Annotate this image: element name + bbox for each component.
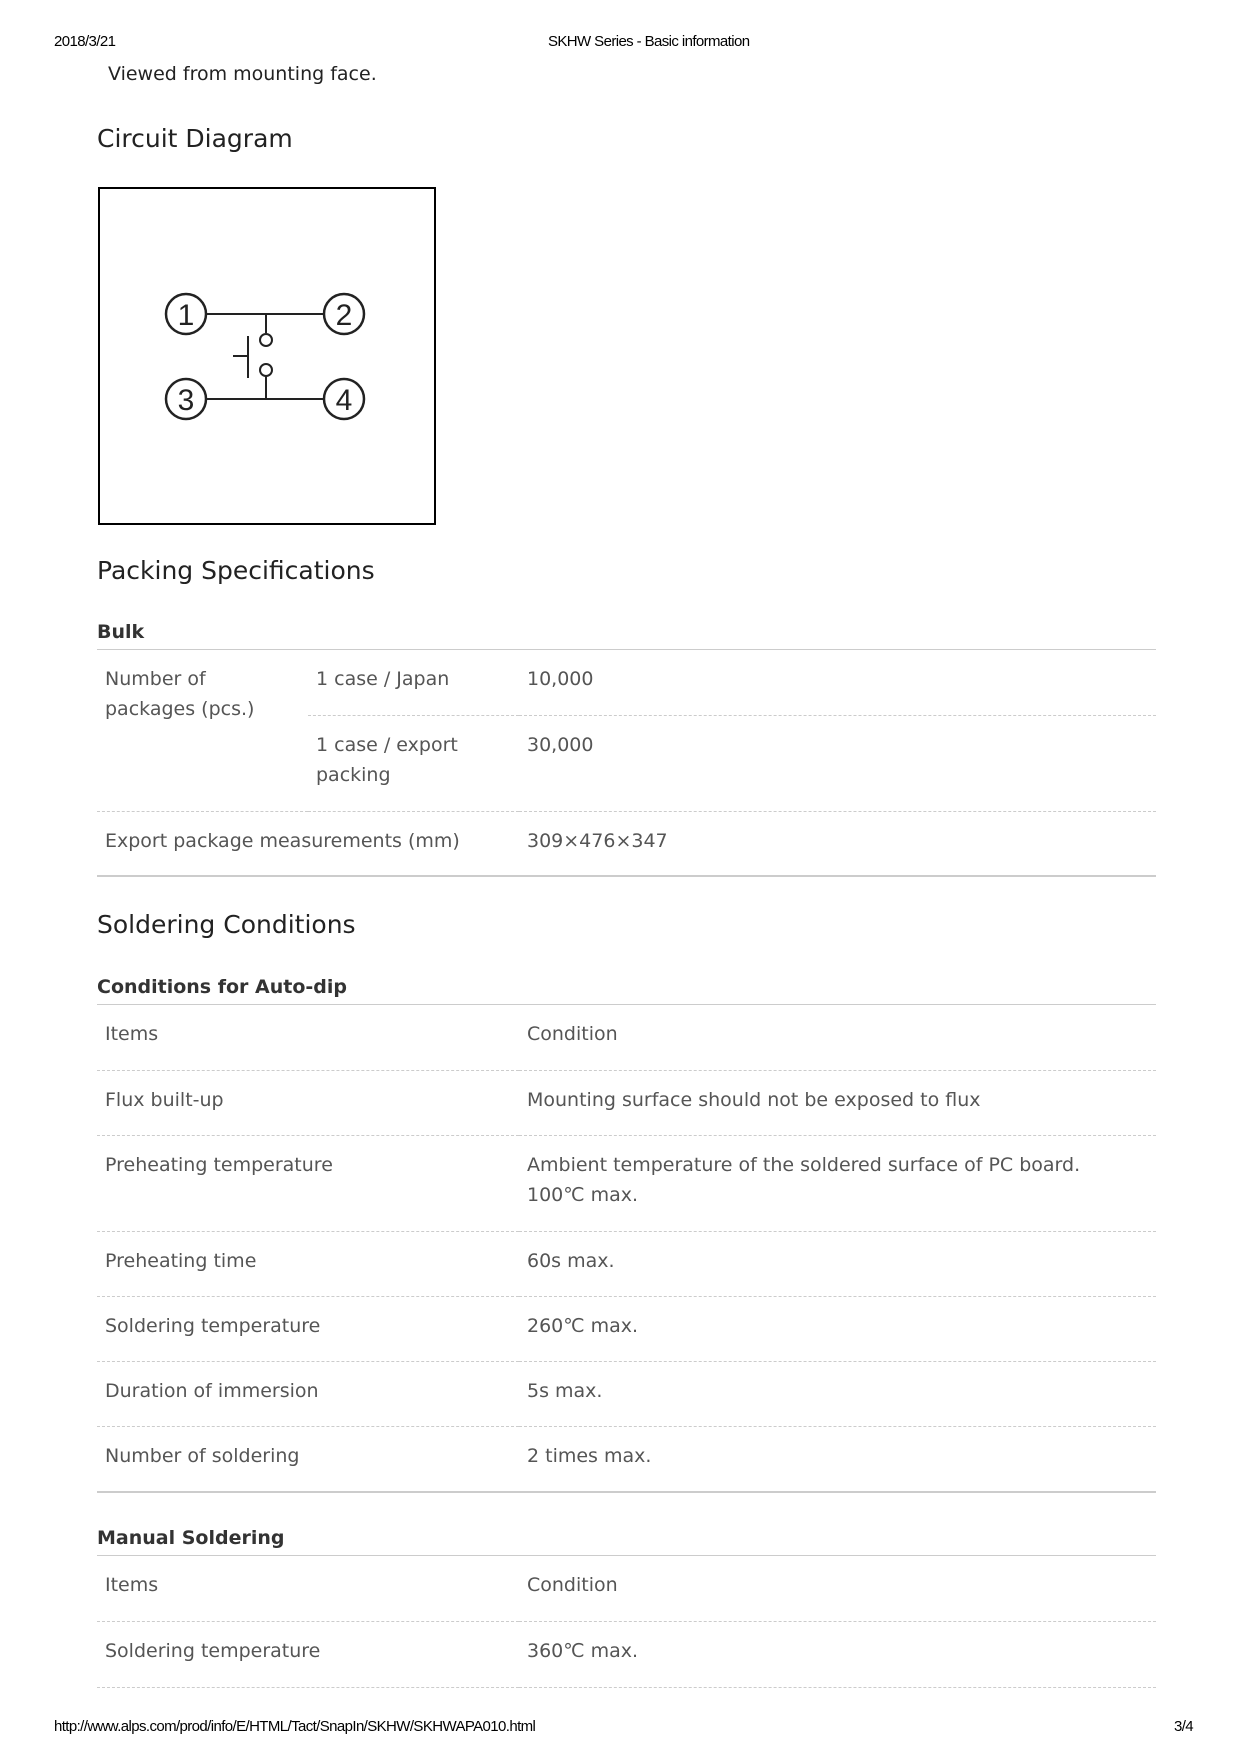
condition-header: Condition xyxy=(519,1556,1156,1621)
table-row xyxy=(97,1135,1156,1231)
item: Flux built-up xyxy=(97,1070,519,1135)
item: Number of soldering xyxy=(97,1426,519,1492)
switch-schematic-icon xyxy=(100,189,434,523)
item: Duration of immersion xyxy=(97,1361,519,1426)
intro-note: Viewed from mounting face. xyxy=(108,63,377,85)
condition: Mounting surface should not be exposed to flux xyxy=(519,1070,1156,1135)
items-header: Items xyxy=(97,1005,519,1070)
condition: Ambient temperature of the soldered surface of PC board. 100℃ max. xyxy=(519,1135,1156,1231)
autodip-heading: Conditions for Auto-dip xyxy=(97,976,348,998)
terminal-4: 4 xyxy=(335,384,353,417)
soldering-heading: Soldering Conditions xyxy=(97,910,356,939)
table-row xyxy=(97,811,1156,876)
print-date: 2018/3/21 xyxy=(54,33,116,50)
table-row xyxy=(97,1070,1156,1135)
condition-header: Condition xyxy=(519,1005,1156,1070)
condition: 2 times max. xyxy=(519,1426,1156,1492)
manual-heading: Manual Soldering xyxy=(97,1527,285,1549)
terminal-2: 2 xyxy=(335,299,353,332)
table-row xyxy=(97,1231,1156,1296)
items-header: Items xyxy=(97,1556,519,1621)
condition: 5s max. xyxy=(519,1361,1156,1426)
table-row xyxy=(97,1621,1156,1687)
terminal-1: 1 xyxy=(177,299,195,332)
autodip-table xyxy=(97,1005,1156,1493)
package-type: 1 case / export packing xyxy=(308,715,519,811)
item: Preheating time xyxy=(97,1231,519,1296)
export-value: 309×476×347 xyxy=(519,811,1156,876)
packages-label: Number of packages (pcs.) xyxy=(97,650,308,811)
condition: 260℃ max. xyxy=(519,1296,1156,1361)
table-row xyxy=(97,1361,1156,1426)
item: Soldering temperature xyxy=(97,1296,519,1361)
circuit-diagram xyxy=(98,187,436,525)
page-number: 3/4 xyxy=(1174,1718,1194,1735)
package-count: 30,000 xyxy=(519,715,1156,811)
table-header-row xyxy=(97,1556,1156,1621)
table-row xyxy=(97,1296,1156,1361)
export-label: Export package measurements (mm) xyxy=(97,811,519,876)
condition: 360℃ max. xyxy=(519,1621,1156,1687)
manual-table xyxy=(97,1556,1156,1688)
table-row xyxy=(97,1426,1156,1492)
package-type: 1 case / Japan xyxy=(308,650,519,715)
condition: 60s max. xyxy=(519,1231,1156,1296)
circuit-diagram-heading: Circuit Diagram xyxy=(97,124,293,153)
bulk-heading: Bulk xyxy=(97,621,145,643)
terminal-3: 3 xyxy=(177,384,195,417)
item: Soldering temperature xyxy=(97,1621,519,1687)
footer-url[interactable]: http://www.alps.com/prod/info/E/HTML/Tact/SnapIn/SKHW/SKHWAPA010.html xyxy=(54,1718,536,1735)
bulk-table xyxy=(97,650,1156,877)
table-header-row xyxy=(97,1005,1156,1070)
package-count: 10,000 xyxy=(519,650,1156,715)
print-title: SKHW Series - Basic information xyxy=(548,33,750,50)
packing-heading: Packing Specifications xyxy=(97,556,375,585)
item: Preheating temperature xyxy=(97,1135,519,1231)
table-row xyxy=(97,650,1156,715)
